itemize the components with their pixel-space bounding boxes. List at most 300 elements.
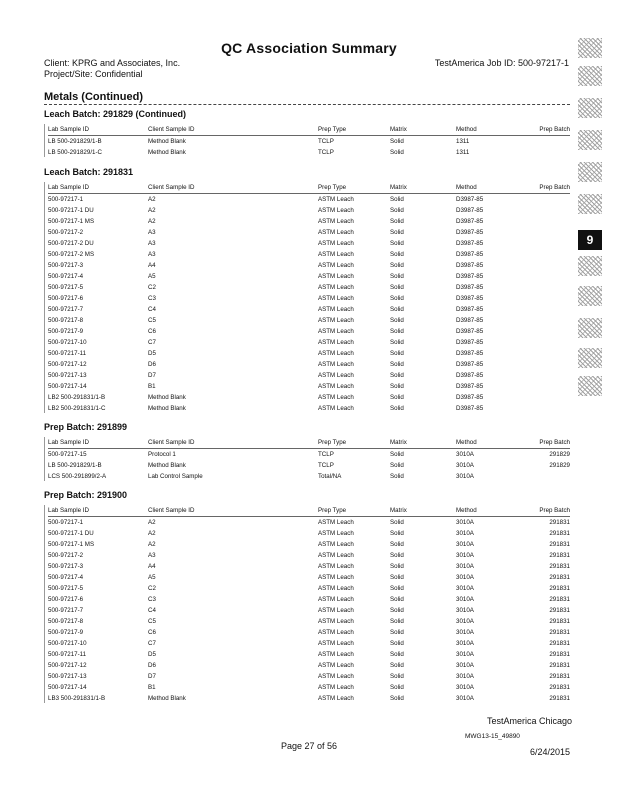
- table-row: [48, 583, 570, 594]
- table-cell: 500-97217-14: [48, 684, 87, 691]
- table-cell: 291831: [549, 695, 570, 702]
- table-cell: Solid: [390, 328, 404, 335]
- table-cell: C2: [148, 585, 156, 592]
- table-cell: [526, 205, 570, 216]
- table-cell: [526, 136, 570, 148]
- table-cell: A2: [148, 218, 156, 225]
- column-header: Lab Sample ID: [48, 124, 148, 136]
- table-cell: LB 500-291829/1-B: [48, 138, 102, 145]
- table-cell: [526, 471, 570, 482]
- column-header: Matrix: [390, 124, 456, 136]
- table-cell: ASTM Leach: [318, 651, 354, 658]
- table-row: [48, 147, 570, 158]
- table-cell: LB 500-291829/1-B: [48, 462, 102, 469]
- table-cell: 291831: [549, 563, 570, 570]
- report-date: 6/24/2015: [529, 747, 570, 757]
- table-cell: ASTM Leach: [318, 552, 354, 559]
- column-header: Client Sample ID: [148, 182, 318, 194]
- table-cell: D3987-85: [456, 339, 484, 346]
- table-cell: A2: [148, 196, 156, 203]
- tab-marker: [578, 256, 602, 276]
- table-row: [48, 381, 570, 392]
- table-cell: C3: [148, 295, 156, 302]
- table-cell: D3987-85: [456, 262, 484, 269]
- table-cell: Solid: [390, 361, 404, 368]
- table-cell: Method Blank: [148, 149, 186, 156]
- table-cell: ASTM Leach: [318, 284, 354, 291]
- table-cell: [526, 260, 570, 271]
- footer-reference: MWG13-15_49890: [465, 733, 520, 740]
- table-row: [48, 594, 570, 605]
- table-cell: ASTM Leach: [318, 372, 354, 379]
- table-cell: Solid: [390, 372, 404, 379]
- table-header-row: [48, 437, 570, 449]
- table-cell: 3010A: [456, 618, 474, 625]
- table-cell: 500-97217-12: [48, 361, 87, 368]
- table-cell: Solid: [390, 383, 404, 390]
- table-row: [48, 627, 570, 638]
- table-cell: LB 500-291829/1-C: [48, 149, 103, 156]
- table-cell: D3987-85: [456, 196, 484, 203]
- table-cell: Solid: [390, 530, 404, 537]
- table-cell: 500-97217-9: [48, 328, 84, 335]
- table-cell: A2: [148, 541, 156, 548]
- table-cell: 291831: [549, 673, 570, 680]
- table-cell: ASTM Leach: [318, 662, 354, 669]
- table-cell: Solid: [390, 695, 404, 702]
- project-site: Project/Site: Confidential: [44, 69, 143, 79]
- table-cell: Solid: [390, 284, 404, 291]
- table-cell: C5: [148, 317, 156, 324]
- table-cell: Solid: [390, 207, 404, 214]
- table-cell: 291831: [549, 585, 570, 592]
- table-cell: D3987-85: [456, 306, 484, 313]
- column-header: Prep Batch: [526, 182, 570, 194]
- table-cell: [526, 249, 570, 260]
- table-cell: 3010A: [456, 563, 474, 570]
- table-cell: Solid: [390, 629, 404, 636]
- table-cell: Solid: [390, 350, 404, 357]
- table-cell: B1: [148, 383, 156, 390]
- table-cell: D7: [148, 372, 156, 379]
- tab-marker: [578, 98, 602, 118]
- column-header: Lab Sample ID: [48, 505, 148, 517]
- table-cell: 3010A: [456, 629, 474, 636]
- table-row: [48, 136, 570, 148]
- table-row: [48, 671, 570, 682]
- table-cell: [526, 337, 570, 348]
- table-cell: 500-97217-5: [48, 284, 84, 291]
- table-cell: Solid: [390, 662, 404, 669]
- table-cell: 500-97217-6: [48, 295, 84, 302]
- table-cell: 500-97217-1 MS: [48, 218, 95, 225]
- table-cell: 3010A: [456, 473, 474, 480]
- table-cell: ASTM Leach: [318, 262, 354, 269]
- table-cell: Method Blank: [148, 462, 186, 469]
- table-cell: ASTM Leach: [318, 229, 354, 236]
- table-cell: 1311: [456, 149, 470, 156]
- table-cell: TCLP: [318, 138, 334, 145]
- table-cell: ASTM Leach: [318, 596, 354, 603]
- table-cell: Solid: [390, 149, 404, 156]
- table-cell: 291831: [549, 618, 570, 625]
- column-header: Matrix: [390, 437, 456, 449]
- table-row: [48, 194, 570, 206]
- table-cell: 291831: [549, 662, 570, 669]
- table-cell: ASTM Leach: [318, 350, 354, 357]
- batch-table: [48, 182, 570, 414]
- table-cell: ASTM Leach: [318, 273, 354, 280]
- table-cell: 3010A: [456, 662, 474, 669]
- table-cell: 500-97217-11: [48, 350, 87, 357]
- table-cell: C3: [148, 596, 156, 603]
- table-cell: Method Blank: [148, 695, 186, 702]
- table-row: [48, 616, 570, 627]
- table-cell: Solid: [390, 673, 404, 680]
- table-cell: [526, 227, 570, 238]
- table-cell: 291829: [549, 451, 570, 458]
- table-cell: 3010A: [456, 462, 474, 469]
- table-cell: Solid: [390, 596, 404, 603]
- table-cell: [526, 370, 570, 381]
- footer-lab-name: TestAmerica Chicago: [486, 716, 572, 726]
- table-cell: 291831: [549, 640, 570, 647]
- table-row: [48, 693, 570, 704]
- table-row: [48, 660, 570, 671]
- column-header: Prep Type: [318, 182, 390, 194]
- table-cell: D3987-85: [456, 207, 484, 214]
- table-row: [48, 539, 570, 550]
- table-cell: Solid: [390, 405, 404, 412]
- table-cell: D3987-85: [456, 218, 484, 225]
- table-cell: 500-97217-11: [48, 651, 87, 658]
- table-cell: [526, 315, 570, 326]
- table-cell: ASTM Leach: [318, 405, 354, 412]
- table-cell: [526, 271, 570, 282]
- table-cell: ASTM Leach: [318, 383, 354, 390]
- table-cell: Solid: [390, 552, 404, 559]
- table-row: [48, 561, 570, 572]
- table-cell: Solid: [390, 229, 404, 236]
- batch-table: [48, 505, 570, 704]
- table-cell: Solid: [390, 451, 404, 458]
- table-cell: 3010A: [456, 541, 474, 548]
- lab-job-id: TestAmerica Job ID: 500-97217-1: [434, 58, 569, 68]
- table-cell: Total/NA: [318, 473, 342, 480]
- table-cell: Solid: [390, 462, 404, 469]
- table-cell: 500-97217-4: [48, 574, 84, 581]
- table-row: [48, 304, 570, 315]
- table-cell: B1: [148, 684, 156, 691]
- table-cell: ASTM Leach: [318, 541, 354, 548]
- table-row: [48, 315, 570, 326]
- table-cell: LB3 500-291831/1-B: [48, 695, 106, 702]
- table-cell: 500-97217-6: [48, 596, 84, 603]
- table-cell: 500-97217-9: [48, 629, 84, 636]
- batch-title: Prep Batch: 291899: [44, 422, 128, 432]
- table-row: [48, 638, 570, 649]
- table-cell: Method Blank: [148, 138, 186, 145]
- table-cell: A3: [148, 251, 156, 258]
- table-cell: A5: [148, 273, 156, 280]
- table-cell: 291831: [549, 629, 570, 636]
- column-header: Client Sample ID: [148, 437, 318, 449]
- table-row: [48, 392, 570, 403]
- table-row: [48, 249, 570, 260]
- tab-marker: [578, 376, 602, 396]
- table-left-rule: [44, 124, 45, 157]
- table-cell: 500-97217-7: [48, 306, 84, 313]
- column-header: Matrix: [390, 182, 456, 194]
- table-row: [48, 326, 570, 337]
- batch-title: Leach Batch: 291831: [44, 167, 134, 177]
- table-cell: C7: [148, 339, 156, 346]
- table-cell: ASTM Leach: [318, 684, 354, 691]
- table-cell: D3987-85: [456, 251, 484, 258]
- table-cell: Solid: [390, 339, 404, 346]
- table-cell: ASTM Leach: [318, 328, 354, 335]
- table-cell: 500-97217-2 DU: [48, 240, 94, 247]
- batch-title: Prep Batch: 291900: [44, 490, 128, 500]
- table-cell: ASTM Leach: [318, 563, 354, 570]
- table-cell: ASTM Leach: [318, 519, 354, 526]
- table-cell: D3987-85: [456, 350, 484, 357]
- table-cell: 500-97217-8: [48, 317, 84, 324]
- table-cell: 500-97217-3: [48, 262, 84, 269]
- table-cell: 500-97217-3: [48, 563, 84, 570]
- table-cell: D3987-85: [456, 229, 484, 236]
- table-cell: ASTM Leach: [318, 394, 354, 401]
- client-name: Client: KPRG and Associates, Inc.: [44, 58, 181, 68]
- table-cell: Method Blank: [148, 405, 186, 412]
- table-cell: ASTM Leach: [318, 629, 354, 636]
- table-cell: 3010A: [456, 574, 474, 581]
- table-row: [48, 471, 570, 482]
- table-cell: D3987-85: [456, 295, 484, 302]
- table-row: [48, 460, 570, 471]
- table-row: [48, 205, 570, 216]
- table-cell: [526, 293, 570, 304]
- column-header: Prep Type: [318, 124, 390, 136]
- table-cell: 291831: [549, 596, 570, 603]
- table-cell: 500-97217-1: [48, 519, 84, 526]
- tab-marker: [578, 162, 602, 182]
- table-cell: A4: [148, 563, 156, 570]
- tab-marker: [578, 318, 602, 338]
- table-cell: [526, 194, 570, 206]
- table-cell: D3987-85: [456, 240, 484, 247]
- table-cell: ASTM Leach: [318, 361, 354, 368]
- table-cell: [526, 381, 570, 392]
- table-cell: C2: [148, 284, 156, 291]
- section-title: Metals (Continued): [44, 91, 570, 105]
- table-cell: Lab Control Sample: [148, 473, 203, 480]
- table-cell: 3010A: [456, 530, 474, 537]
- column-header: Prep Type: [318, 505, 390, 517]
- table-cell: 500-97217-13: [48, 372, 87, 379]
- tab-marker: [578, 66, 602, 86]
- table-cell: Solid: [390, 317, 404, 324]
- table-cell: A2: [148, 530, 156, 537]
- table-cell: 3010A: [456, 607, 474, 614]
- table-row: [48, 282, 570, 293]
- table-cell: 291831: [549, 607, 570, 614]
- table-cell: D6: [148, 662, 156, 669]
- table-cell: ASTM Leach: [318, 207, 354, 214]
- table-cell: D3987-85: [456, 284, 484, 291]
- column-header: Client Sample ID: [148, 124, 318, 136]
- table-cell: [526, 282, 570, 293]
- table-cell: 3010A: [456, 651, 474, 658]
- table-cell: 500-97217-10: [48, 339, 87, 346]
- table-cell: Method Blank: [148, 394, 186, 401]
- table-cell: TCLP: [318, 462, 334, 469]
- table-cell: Solid: [390, 607, 404, 614]
- table-cell: 500-97217-1 DU: [48, 207, 94, 214]
- table-cell: D5: [148, 651, 156, 658]
- column-header: Method: [456, 124, 526, 136]
- table-cell: 291829: [549, 462, 570, 469]
- table-cell: 500-97217-5: [48, 585, 84, 592]
- table-row: [48, 449, 570, 461]
- table-cell: 291831: [549, 541, 570, 548]
- table-cell: LB2 500-291831/1-B: [48, 394, 106, 401]
- table-cell: 3010A: [456, 552, 474, 559]
- table-cell: 500-97217-15: [48, 451, 87, 458]
- table-left-rule: [44, 505, 45, 703]
- table-cell: ASTM Leach: [318, 673, 354, 680]
- column-header: Client Sample ID: [148, 505, 318, 517]
- table-cell: ASTM Leach: [318, 317, 354, 324]
- table-cell: A4: [148, 262, 156, 269]
- table-cell: Solid: [390, 684, 404, 691]
- table-cell: ASTM Leach: [318, 339, 354, 346]
- table-cell: ASTM Leach: [318, 196, 354, 203]
- table-cell: 500-97217-12: [48, 662, 87, 669]
- table-cell: 500-97217-2: [48, 552, 84, 559]
- table-cell: 3010A: [456, 596, 474, 603]
- table-row: [48, 337, 570, 348]
- table-row: [48, 605, 570, 616]
- table-cell: Solid: [390, 240, 404, 247]
- table-cell: ASTM Leach: [318, 240, 354, 247]
- table-cell: ASTM Leach: [318, 306, 354, 313]
- batch-title: Leach Batch: 291829 (Continued): [44, 109, 187, 119]
- batch-table: [48, 437, 570, 482]
- table-cell: Solid: [390, 306, 404, 313]
- table-cell: D3987-85: [456, 273, 484, 280]
- table-cell: ASTM Leach: [318, 618, 354, 625]
- table-cell: ASTM Leach: [318, 640, 354, 647]
- table-row: [48, 359, 570, 370]
- table-cell: 500-97217-4: [48, 273, 84, 280]
- table-cell: Solid: [390, 563, 404, 570]
- client-header: [44, 58, 180, 80]
- table-row: [48, 348, 570, 359]
- tab-marker: [578, 130, 602, 150]
- side-tab-strip: [578, 38, 602, 398]
- table-row: [48, 550, 570, 561]
- table-cell: 500-97217-14: [48, 383, 87, 390]
- table-cell: C4: [148, 306, 156, 313]
- table-cell: Solid: [390, 218, 404, 225]
- table-cell: 291831: [549, 574, 570, 581]
- table-cell: Solid: [390, 196, 404, 203]
- table-cell: 3010A: [456, 451, 474, 458]
- table-cell: Solid: [390, 541, 404, 548]
- tab-marker: [578, 194, 602, 214]
- table-cell: [526, 147, 570, 158]
- table-cell: Solid: [390, 473, 404, 480]
- table-row: [48, 403, 570, 414]
- table-cell: 500-97217-2 MS: [48, 251, 95, 258]
- table-cell: Solid: [390, 519, 404, 526]
- table-cell: [526, 216, 570, 227]
- table-cell: D3987-85: [456, 328, 484, 335]
- table-cell: C6: [148, 328, 156, 335]
- table-cell: 500-97217-13: [48, 673, 87, 680]
- table-cell: A3: [148, 552, 156, 559]
- table-cell: Solid: [390, 574, 404, 581]
- table-cell: A5: [148, 574, 156, 581]
- table-cell: D3987-85: [456, 394, 484, 401]
- table-cell: LCS 500-291899/2-A: [48, 473, 107, 480]
- table-row: [48, 216, 570, 227]
- table-cell: A2: [148, 207, 156, 214]
- table-cell: 3010A: [456, 673, 474, 680]
- table-cell: D7: [148, 673, 156, 680]
- table-cell: ASTM Leach: [318, 295, 354, 302]
- table-cell: ASTM Leach: [318, 530, 354, 537]
- table-cell: D3987-85: [456, 405, 484, 412]
- table-cell: C7: [148, 640, 156, 647]
- table-cell: 291831: [549, 530, 570, 537]
- table-cell: 500-97217-1 DU: [48, 530, 94, 537]
- table-cell: ASTM Leach: [318, 585, 354, 592]
- table-cell: D6: [148, 361, 156, 368]
- table-cell: Solid: [390, 251, 404, 258]
- table-cell: Solid: [390, 273, 404, 280]
- table-cell: D3987-85: [456, 383, 484, 390]
- tab-marker: [578, 38, 602, 58]
- table-left-rule: [44, 437, 45, 481]
- table-header-row: [48, 505, 570, 517]
- page-number: Page 27 of 56: [280, 741, 338, 751]
- table-cell: Solid: [390, 618, 404, 625]
- table-cell: 500-97217-1: [48, 196, 84, 203]
- table-cell: 500-97217-1 MS: [48, 541, 95, 548]
- table-cell: ASTM Leach: [318, 251, 354, 258]
- table-row: [48, 649, 570, 660]
- tab-marker: [578, 348, 602, 368]
- table-left-rule: [44, 182, 45, 413]
- table-cell: TCLP: [318, 149, 334, 156]
- table-cell: ASTM Leach: [318, 218, 354, 225]
- table-cell: Solid: [390, 138, 404, 145]
- table-cell: ASTM Leach: [318, 695, 354, 702]
- table-cell: Solid: [390, 651, 404, 658]
- table-row: [48, 517, 570, 529]
- table-cell: 3010A: [456, 585, 474, 592]
- table-cell: 3010A: [456, 519, 474, 526]
- column-header: Prep Batch: [526, 437, 570, 449]
- column-header: Method: [456, 505, 526, 517]
- table-cell: [526, 348, 570, 359]
- table-cell: ASTM Leach: [318, 574, 354, 581]
- column-header: Method: [456, 437, 526, 449]
- table-header-row: [48, 124, 570, 136]
- table-row: [48, 293, 570, 304]
